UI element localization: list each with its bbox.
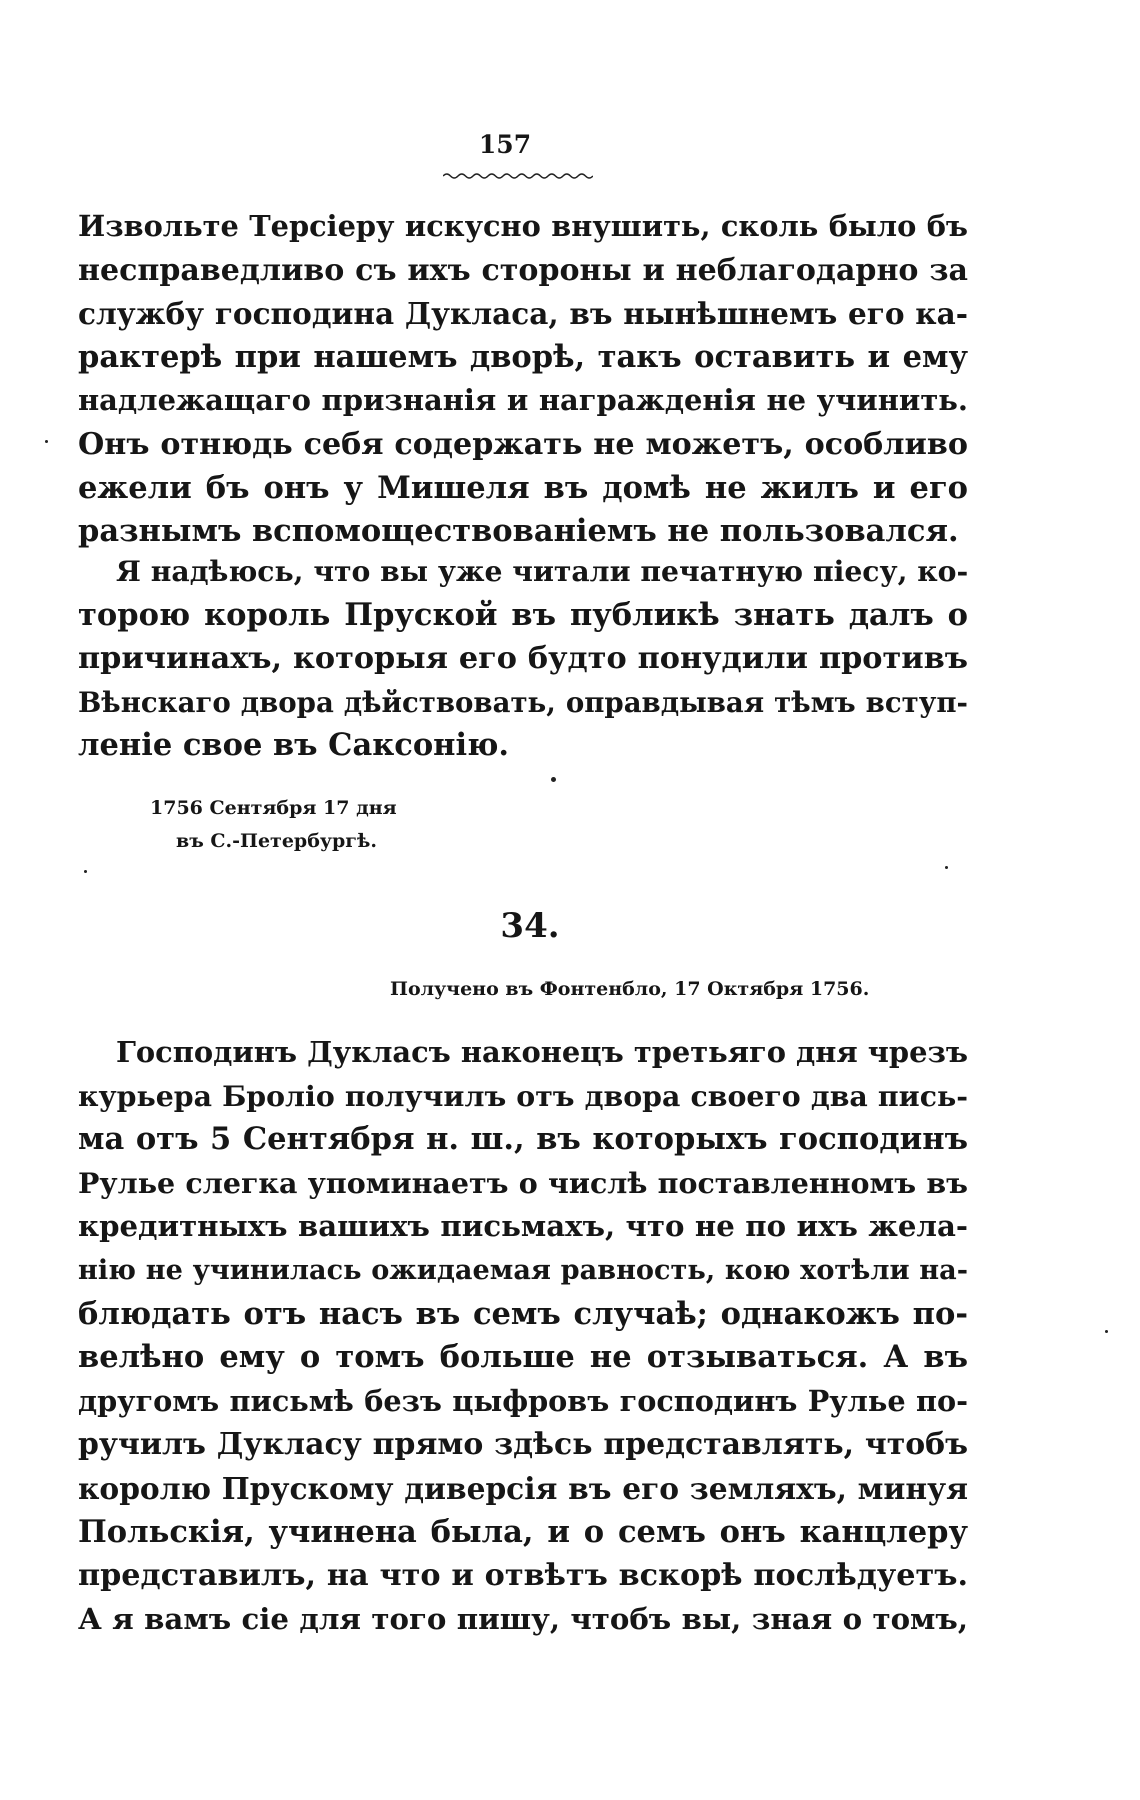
scan-speck [551,777,556,782]
received-note: Получено въ Фонтенбло, 17 Октября 1756. [390,978,870,1000]
letter-number: 34. [500,906,560,946]
text-line: Рулье слегка упоминаетъ о числѣ поставленномъ въ [78,1165,968,1200]
text-line: Онъ отнюдь себя содержать не можетъ, особливо [78,426,968,462]
text-line: королю Прускому диверсія въ его земляхъ, минуя [78,1470,968,1506]
text-line: ма отъ 5 Сентября н. ш., въ которыхъ господинъ [78,1121,968,1158]
text-line: причинахъ, которыя его будто понудили противъ [78,641,968,677]
page-number: 157 [478,130,532,159]
text-line: блюдать отъ насъ въ семъ случаѣ; однакожъ по- [78,1295,968,1332]
text-line: рактерѣ при нашемъ дворѣ, такъ оставить и ему [78,338,968,375]
text-line: Извольте Терсіеру искусно внушить, сколь было бъ [78,209,968,243]
text-line: Я надѣюсь, что вы уже читали печатную піесу, ко- [116,554,969,588]
paragraph-1 [78,205,968,554]
text-line: нію не учинилась ожидаемая равность, кою хотѣли на- [78,1254,968,1286]
text-line: торою король Пруской въ публикѣ знать далъ о [78,596,968,633]
text-line: Польскія, учинена была, и о семъ онъ канцлеру [78,1513,968,1550]
text-line: леніе свое въ Саксонію. [78,727,509,764]
text-line: велѣно ему о томъ больше не отзываться. А въ [78,1339,968,1376]
text-line: представилъ, на что и отвѣтъ вскорѣ послѣдуетъ. [78,1558,968,1594]
page-number-wavy-rule [443,172,593,180]
dateline-date: 1756 Сентября 17 дня [150,797,397,819]
text-line: Господинъ Дукласъ наконецъ третьяго дня чрезъ [116,1035,968,1069]
text-line: службу господина Дукласа, въ нынѣшнемъ его ка- [78,296,968,332]
scan-speck [945,866,948,869]
text-line: курьера Броліо получилъ отъ двора своего два пись- [78,1078,968,1113]
text-line: ручилъ Дукласу прямо здѣсь представлять, чтобъ [78,1427,968,1463]
text-line: Вѣнскаго двора дѣйствовать, оправдывая тѣмъ вступ- [78,685,968,719]
dateline-place: въ С.-Петербургѣ. [176,830,377,852]
text-line: надлежащаго признанія и награжденія не учинить. [78,383,968,418]
paragraph-2 [78,550,968,768]
text-line: другомъ письмѣ безъ цыфровъ господинъ Рулье по- [78,1383,968,1418]
scan-speck [1105,1330,1108,1333]
paragraph-3 [78,1031,968,1641]
text-line: несправедливо съ ихъ стороны и неблагодарно за [78,252,968,288]
text-line: разнымъ вспомоществованіемъ не пользовался. [78,513,959,550]
text-line: А я вамъ сіе для того пишу, чтобъ вы, зная о томъ, [78,1601,968,1636]
scan-speck [45,440,48,443]
scan-speck [84,870,87,873]
text-line: ежели бъ онъ у Мишеля въ домѣ не жилъ и его [78,469,968,506]
text-line: кредитныхъ вашихъ письмахъ, что не по ихъ жела- [78,1209,968,1244]
